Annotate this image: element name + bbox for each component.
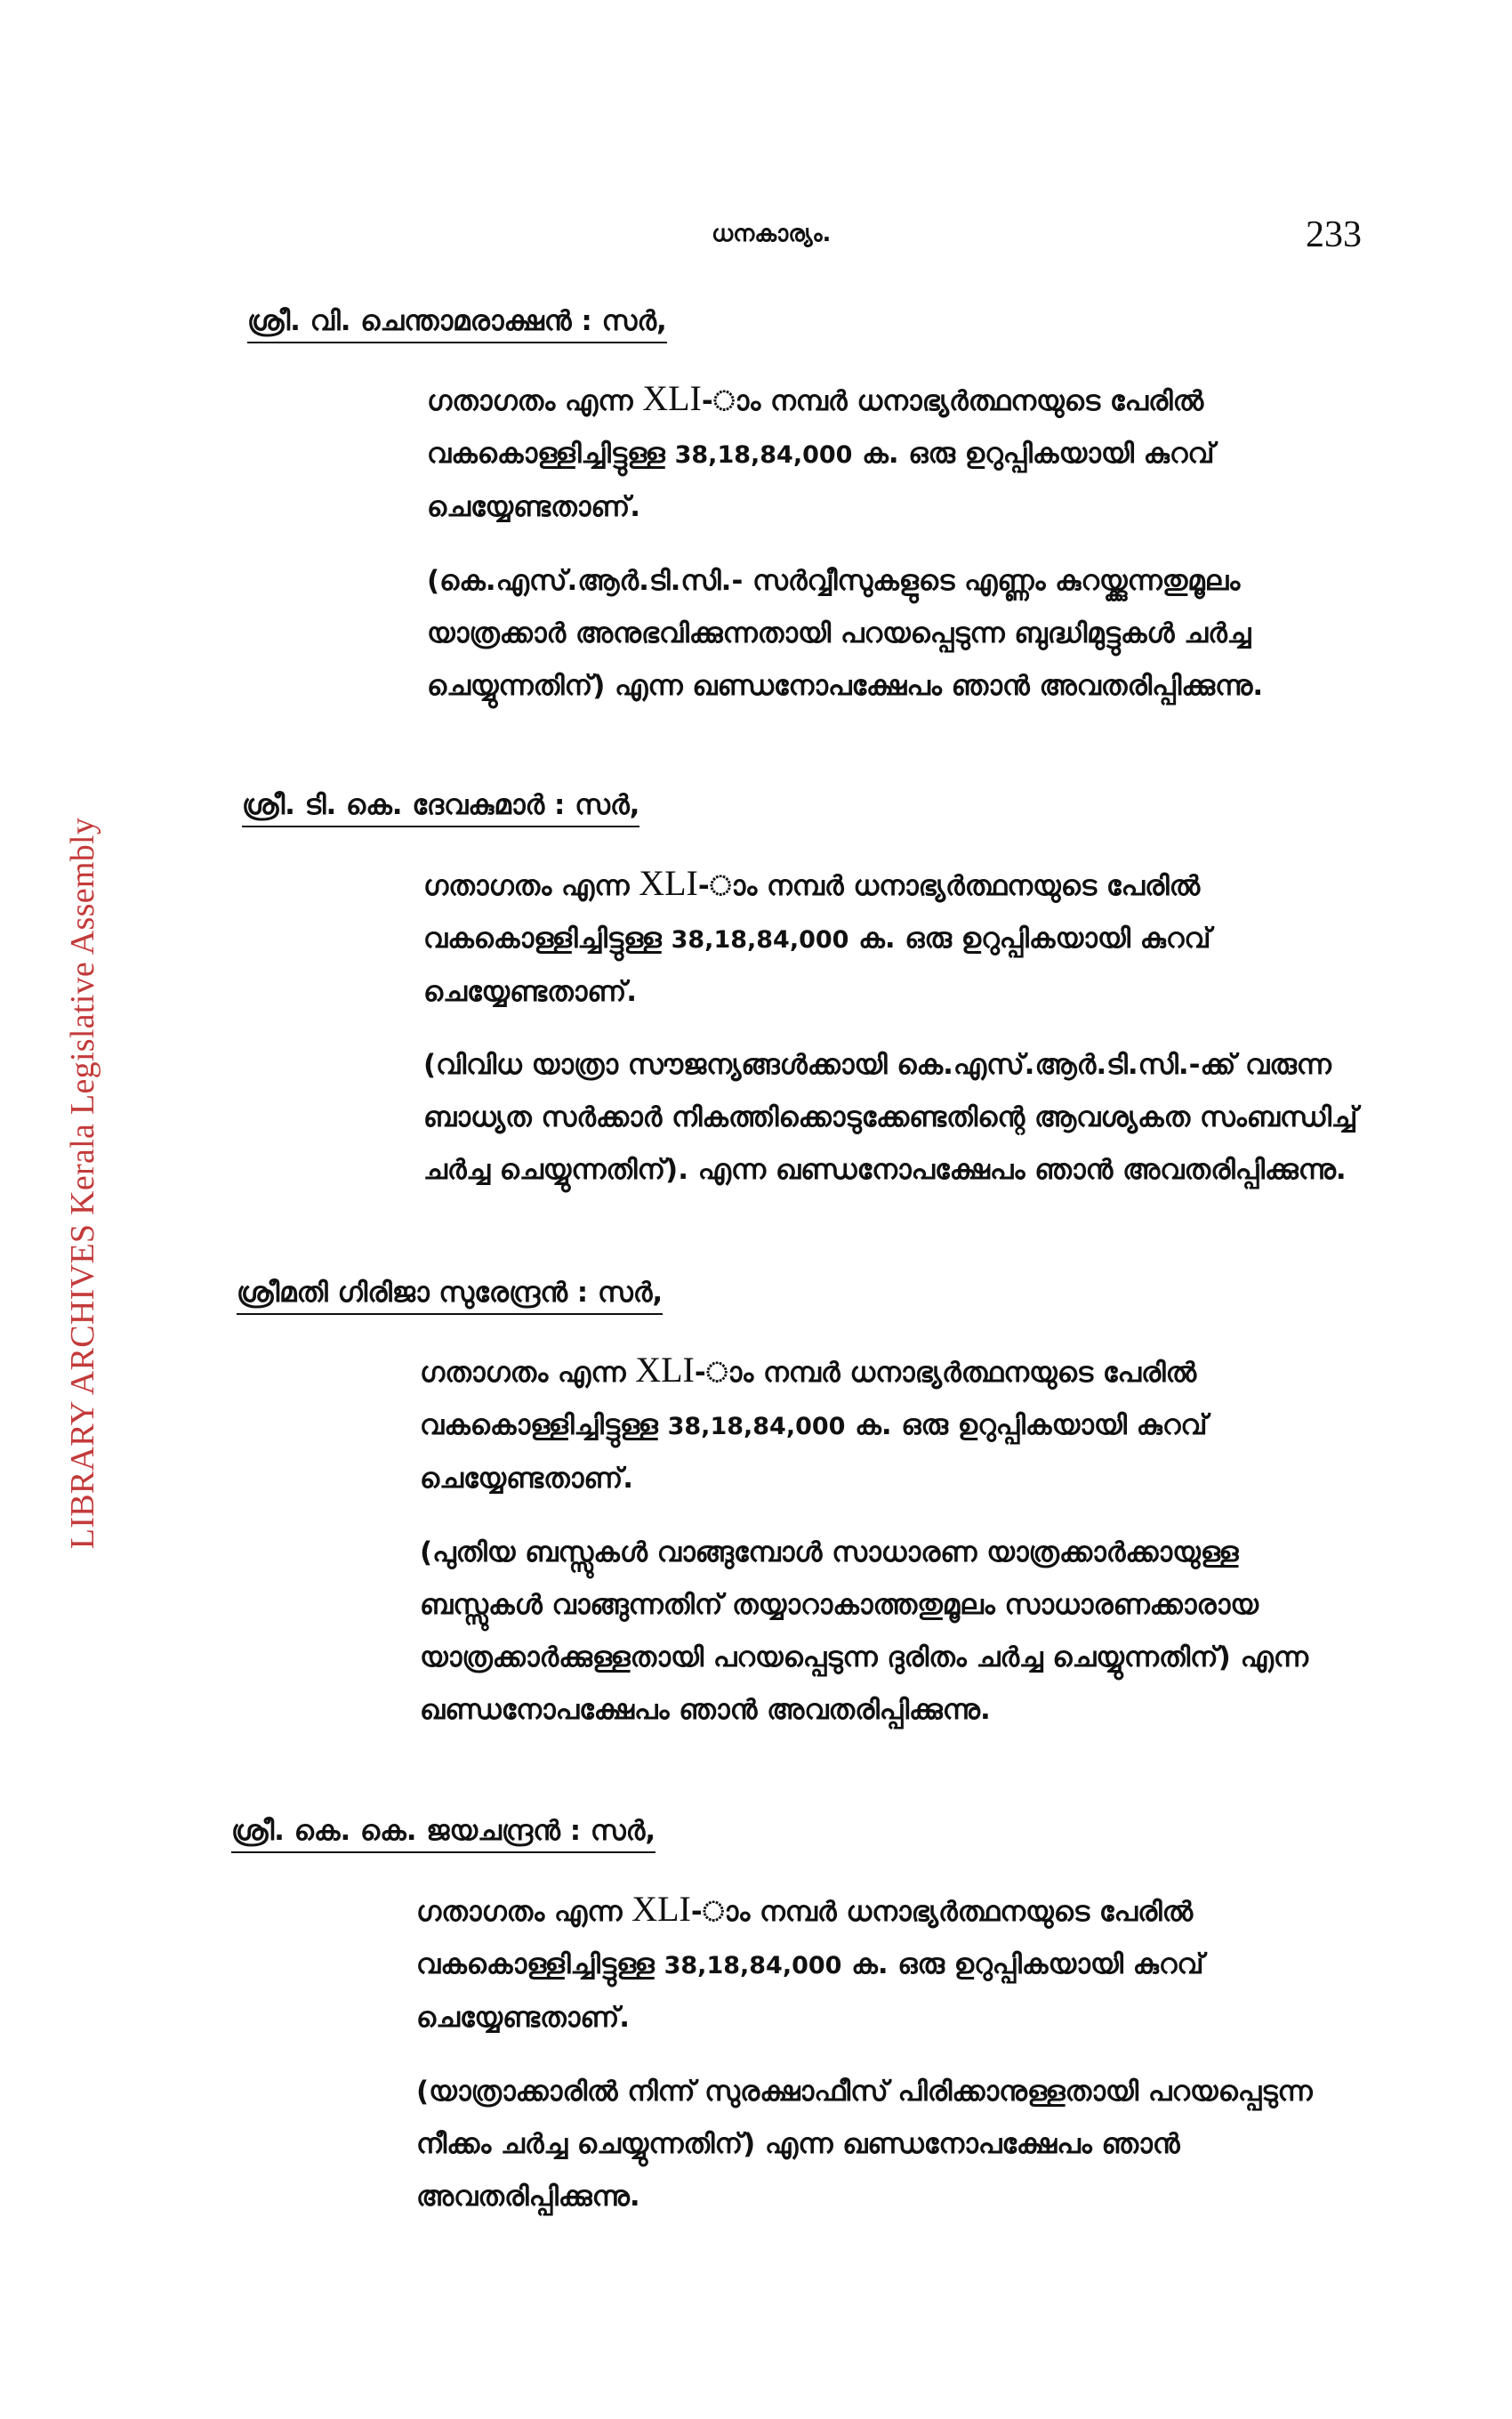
cut-motion-text: ഗതാഗതം എന്ന XLI-ാം നമ്പർ ധനാഭ്യർത്ഥനയുടെ പേരിൽ വകകൊള്ളിച്ചിട്ടുള്ള 38,18,84,000 ക. ഒരു ഉറുപ്പികയായി കുറവ് ചെയ്യേണ്ടതാണ്. [423, 863, 1211, 1008]
cut-motion-text: ഗതാഗതം എന്ന XLI-ാം നമ്പർ ധനാഭ്യർത്ഥനയുടെ പേരിൽ വകകൊള്ളിച്ചിട്ടുള്ള 38,18,84,000 ക. ഒരു ഉറുപ്പികയായി കുറവ് ചെയ്യേണ്ടതാണ്. [420, 1350, 1208, 1495]
speaker-name: ശ്രീമതി ഗിരിജാ സുരേന്ദ്രൻ : സർ, [237, 1277, 663, 1315]
cut-motion-purpose: (വിവിധ യാത്രാ സൗജന്യങ്ങൾക്കായി കെ.എസ്.ആർ.ടി.സി.-ക്ക് വരുന്ന ബാധ്യത സർക്കാർ നികത്തിക്കൊടുക്കേണ്ടതിന്റെ ആവശ്യകത സംബന്ധിച്ച് ചർച്ച ചെയ്യുന്നതിന്). എന്ന ഖണ്ഡനോപക്ഷേപം ഞാൻ അവതരിപ്പിക്കുന്നു. [423, 1049, 1358, 1186]
archive-watermark: LIBRARY ARCHIVES Kerala Legislative Assembly [64, 817, 101, 1550]
speaker-name: ശ്രീ. വി. ചെന്താമരാക്ഷൻ : സർ, [247, 305, 667, 343]
cut-motion-text: ഗതാഗതം എന്ന XLI-ാം നമ്പർ ധനാഭ്യർത്ഥനയുടെ പേരിൽ വകകൊള്ളിച്ചിട്ടുള്ള 38,18,84,000 ക. ഒരു ഉറുപ്പികയായി കുറവ് ചെയ്യേണ്ടതാണ്. [427, 378, 1215, 523]
cut-motion-purpose: (പുതിയ ബസ്സുകൾ വാങ്ങുമ്പോൾ സാധാരണ യാത്രക്കാർക്കായുള്ള ബസ്സുകൾ വാങ്ങുന്നതിന് തയ്യാറാകാത്തതുമൂലം സാധാരണക്കാരായ യാത്രക്കാർക്കുള്ളതായി പറയപ്പെടുന്ന ദുരിതം ചർച്ച ചെയ്യുന്നതിന്) എന്ന ഖണ്ഡനോപക്ഷേപം ഞാൻ അവതരിപ്പിക്കുന്നു. [420, 1536, 1308, 1726]
demand-number: XLI [631, 1889, 691, 1929]
demand-number: XLI [642, 378, 702, 418]
speaker-name: ശ്രീ. ടി. കെ. ദേവകുമാർ : സർ, [242, 789, 639, 827]
demand-number: XLI [639, 863, 698, 903]
grant-amount: 38,18,84,000 [667, 1413, 846, 1440]
demand-number: XLI [635, 1350, 695, 1390]
cut-motion-text: ഗതാഗതം എന്ന XLI-ാം നമ്പർ ധനാഭ്യർത്ഥനയുടെ പേരിൽ വകകൊള്ളിച്ചിട്ടുള്ള 38,18,84,000 ക. ഒരു ഉറുപ്പികയായി കുറവ് ചെയ്യേണ്ടതാണ്. [416, 1889, 1204, 2034]
speaker-name: ശ്രീ. കെ. കെ. ജയചന്ദ്രൻ : സർ, [231, 1815, 655, 1853]
running-title: ധനകാര്യം. [712, 221, 832, 247]
grant-amount: 38,18,84,000 [674, 441, 853, 469]
page-number: 233 [1306, 214, 1362, 255]
grant-amount: 38,18,84,000 [664, 1952, 842, 1980]
cut-motion-purpose: (കെ.എസ്.ആർ.ടി.സി.- സർവ്വീസുകളുടെ എണ്ണം കുറയ്ക്കുന്നതുമൂലം യാത്രക്കാർ അനുഭവിക്കുന്നതായി പറയപ്പെടുന്ന ബുദ്ധിമുട്ടുകൾ ചർച്ച ചെയ്യുന്നതിന്) എന്ന ഖണ്ഡനോപക്ഷേപം ഞാൻ അവതരിപ്പിക്കുന്നു. [427, 565, 1264, 702]
grant-amount: 38,18,84,000 [671, 926, 849, 954]
cut-motion-purpose: (യാത്രാക്കാരിൽ നിന്ന് സുരക്ഷാഫീസ് പിരിക്കാനുള്ളതായി പറയപ്പെടുന്ന നീക്കം ചർച്ച ചെയ്യുന്നതിന്) എന്ന ഖണ്ഡനോപക്ഷേപം ഞാൻ അവതരിപ്പിക്കുന്നു. [416, 2076, 1313, 2213]
